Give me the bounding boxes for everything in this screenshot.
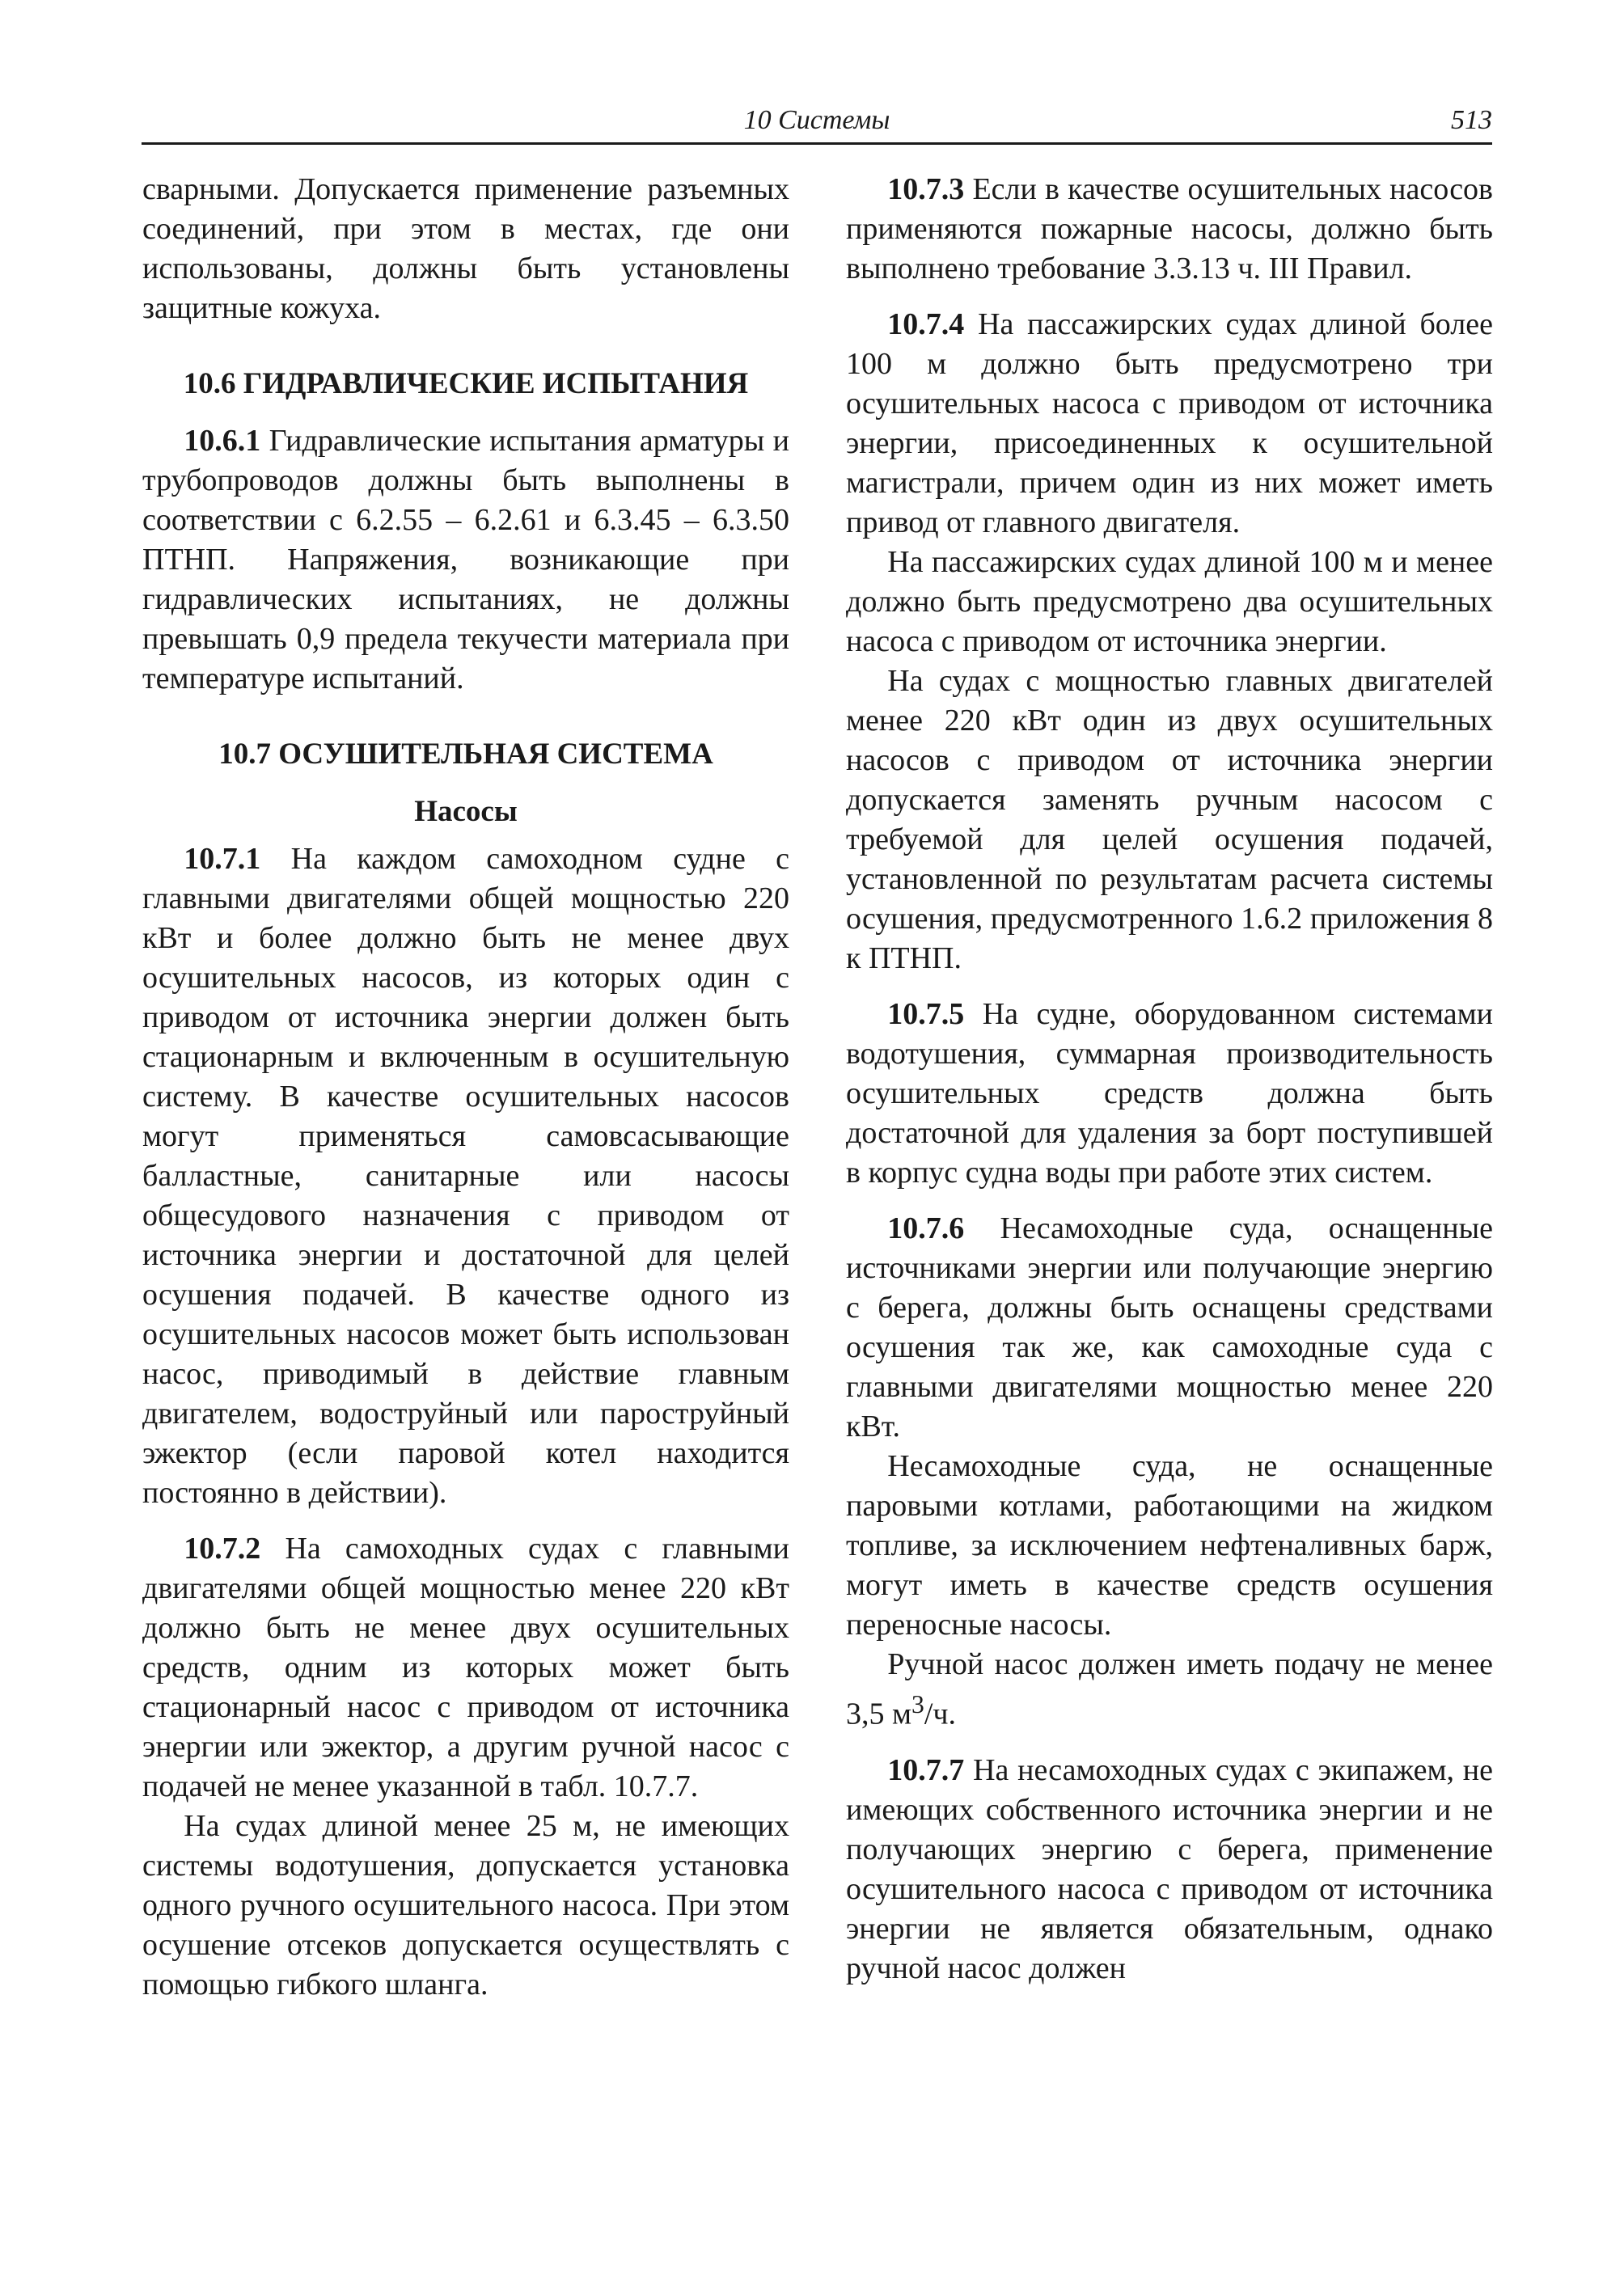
clause-number: 10.7.7 <box>887 1752 965 1787</box>
clause-number: 10.7.6 <box>887 1211 965 1245</box>
left-column <box>142 170 789 2005</box>
paragraph-10-7-4 <box>846 305 1493 543</box>
clause-text: На несамоходных судах с экипажем, не имеющих собственного источника энергии и не получающих энергию с берега, применение осушительного насоса с приводом от источника энергии не является обязательным, однако ручной насос должен <box>846 1752 1493 1985</box>
clause-text: На судне, оборудованном системами водотушения, суммарная производительность осушительных средств должна быть достаточной для удаления за борт поступившей в корпус судна воды при работе этих систем. <box>846 997 1493 1190</box>
subheading-pumps: Насосы <box>414 795 518 828</box>
heading-10-7: 10.7 ОСУШИТЕЛЬНАЯ СИСТЕМА <box>218 738 713 771</box>
clause-number: 10.7.5 <box>887 997 965 1031</box>
paragraph-10-7-4-second: На пассажирских судах длиной 100 м и менее должно быть предусмотрено два осушительных насоса с приводом от источника энергии. <box>846 545 1493 658</box>
clause-number: 10.7.2 <box>184 1532 261 1566</box>
paragraph-10-7-6 <box>846 1209 1493 1447</box>
paragraph-continuation: сварными. Допускается применение разъемных соединений, при этом в местах, где они использованы, должны быть установлены защитные кожуха. <box>142 172 789 325</box>
paragraph-10-7-2-continued: На судах длиной менее 25 м, не имеющих системы водотушения, допускается установка одного ручного осушительного насоса. При этом осушение отсеков допускается осуществлять с помощью гибкого шланга. <box>142 1809 789 2001</box>
superscript-cubic: 3 <box>911 1690 924 1718</box>
heading-10-6: 10.6 ГИДРАВЛИЧЕСКИЕ ИСПЫТАНИЯ <box>183 367 749 400</box>
running-header <box>142 99 1492 145</box>
paragraph-10-7-4-third: На судах с мощностью главных двигателей менее 220 кВт один из двух осушительных насосов с приводом от источника энергии допускается заменять ручным насосом с требуемой для целей осушения подачей, установленной по результатам расчета системы осушения, предусмотренного 1.6.2 приложения 8 к ПТНП. <box>846 664 1493 975</box>
paragraph-10-7-7 <box>846 1751 1493 1989</box>
paragraph-10-7-3 <box>846 170 1493 289</box>
paragraph-10-7-6-third <box>846 1645 1493 1735</box>
clause-text: Гидравлические испытания арматуры и трубопроводов должны быть выполнены в соответствии с 6.2.55 – 6.2.61 и 6.3.45 – 6.3.50 ПТНП. Напряжения, возникающие при гидравлических испытаниях, не должны превышать 0,9 предела текучести материала при температуре испытаний. <box>142 424 790 695</box>
unit-suffix: /ч. <box>924 1697 957 1731</box>
paragraph-10-7-5 <box>846 995 1493 1193</box>
paragraph-10-7-2 <box>142 1529 789 1807</box>
page-number: 513 <box>1451 105 1492 135</box>
clause-text: Несамоходные суда, оснащенные источниками энергии или получающие энергию с берега, должны быть оснащены средствами осушения так же, как самоходные суда с главными двигателями мощностью менее 220 кВт. <box>846 1211 1493 1443</box>
header-section-title: 10 Системы <box>743 105 890 135</box>
clause-text: На самоходных судах с главными двигателями общей мощностью менее 220 кВт должно быть не менее двух осушительных средств, одним из которых может быть стационарный насос с приводом от источника энергии или эжектор, а другим ручной насос с подачей не менее указанной в табл. 10.7.7. <box>142 1532 790 1803</box>
clause-text: На пассажирских судах длиной более 100 м должно быть предусмотрено три осушительных насоса с приводом от источника энергии, присоединенных к осушительной магистрали, причем один из них может иметь привод от главного двигателя. <box>846 307 1493 539</box>
clause-text: На каждом самоходном судне с главными двигателями общей мощностью 220 кВт и более должно быть не менее двух осушительных насосов, из которых один с приводом от источника энергии должен быть стационарным и включенным в осушительную систему. В качестве осушительных насосов могут применяться самовсасывающие балластные, санитарные или насосы общесудового назначения с приводом от источника энергии и достаточной для целей осушения подачей. В качестве одного из осушительных насосов может быть использован насос, приводимый в действие главным двигателем, водоструйный или пароструйный эжектор (если паровой котел находится постоянно в действии). <box>142 842 789 1510</box>
clause-number: 10.7.3 <box>887 172 965 206</box>
paragraph-10-6-1 <box>142 421 789 699</box>
paragraph-10-7-1 <box>142 839 789 1513</box>
clause-text: Ручной насос должен иметь подачу не менее 3,5 м <box>846 1647 1493 1731</box>
clause-number: 10.7.1 <box>184 842 261 876</box>
right-column <box>846 170 1493 1989</box>
paragraph-10-7-6-second: Несамоходные суда, не оснащенные паровыми котлами, работающими на жидком топливе, за исключением нефтеналивных барж, могут иметь в качестве средств осушения переносные насосы. <box>846 1449 1493 1642</box>
clause-number: 10.6.1 <box>184 424 261 458</box>
clause-number: 10.7.4 <box>887 307 965 341</box>
clause-text: Если в качестве осушительных насосов применяются пожарные насосы, должно быть выполнено требование 3.3.13 ч. III Правил. <box>846 172 1494 285</box>
